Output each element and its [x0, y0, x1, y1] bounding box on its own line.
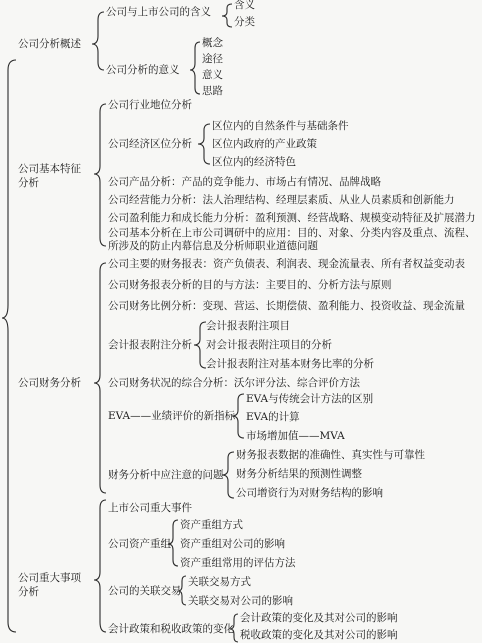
brace-overview: [92, 12, 104, 70]
brace-basic: [94, 104, 106, 246]
node-eva-item: EVA与传统会计方法的区别: [246, 393, 374, 405]
node-related-item: 关联交易对公司的影响: [188, 595, 293, 607]
node-industry: 公司行业地位分析: [108, 99, 192, 111]
node-finance: 公司财务分析: [18, 377, 81, 389]
node-policy: 会计政策和税收政策的变化: [108, 623, 234, 635]
node-region: 公司经济区位分析: [108, 138, 192, 150]
node-region-item: 区位内的经济特色: [212, 156, 296, 168]
node-significance-item: 意义: [202, 69, 223, 81]
brace-notes: [194, 322, 206, 368]
node-policy-item: 税收政策的变化及其对公司的影响: [240, 629, 398, 641]
node-region-item: 区位内的自然条件与基础条件: [212, 120, 349, 132]
node-notes: 会计报表附注分析: [108, 339, 192, 351]
node-meaning: 公司与上市公司的含义: [106, 6, 211, 18]
brace-region: [198, 124, 210, 164]
node-product: 公司产品分析：产品的竞争能力、市场占有情况、品牌战略: [108, 176, 381, 188]
node-notes-item: 对会计报表附注项目的分析: [206, 339, 332, 351]
node-restructure: 公司资产重组: [108, 538, 171, 550]
node-significance-item: 途径: [202, 53, 223, 65]
node-restructure-item: 资产重组对公司的影响: [180, 538, 285, 550]
node-statements: 公司主要的财务报表：资产负债表、利润表、现金流量表、所有者权益变动表: [108, 258, 465, 270]
node-policy-item: 会计政策的变化及其对公司的影响: [240, 612, 398, 624]
node-attention-item: 公司增资行为对财务结构的影响: [236, 487, 383, 499]
node-eva-item: EVA的计算: [246, 411, 300, 423]
brace-meaning: [222, 4, 232, 27]
node-restructure-item: 资产重组方式: [180, 519, 243, 531]
node-ratio: 公司财务比例分析：变现、营运、长期偿债、盈利能力、投资收益、现金流量: [108, 300, 465, 312]
node-related-item: 关联交易方式: [188, 576, 251, 588]
node-attention: 财务分析中应注意的问题: [108, 469, 224, 481]
node-eva-item: 市场增加值——MVA: [246, 430, 345, 442]
node-major: 上市公司重大事件: [108, 502, 192, 514]
brace-finance: [94, 263, 106, 493]
node-related: 公司的关联交易: [108, 585, 182, 597]
node-overview: 公司分析概述: [18, 38, 81, 50]
node-operation: 公司经营能力分析：法人治理结构、经理层素质、从业人员素质和创新能力: [108, 194, 455, 206]
node-restructure-item: 资产重组常用的评估方法: [180, 557, 296, 569]
node-basic-line2: 分析: [18, 177, 39, 189]
node-profit: 公司盈利能力和成长能力分析：盈利预测、经营战略、规模变动特征及扩展潜力: [108, 212, 476, 224]
node-basic-line1: 公司基本特征: [18, 163, 81, 175]
node-meaning-item: 分类: [234, 16, 255, 28]
brace-significance: [190, 42, 200, 94]
node-purpose: 公司财务报表分析的目的与方法：主要目的、分析方法与原则: [108, 279, 392, 291]
node-significance-item: 概念: [202, 37, 223, 49]
node-region-item: 区位内政府的产业政策: [212, 138, 317, 150]
node-meaning-item: 含义: [234, 0, 255, 11]
node-attention-item: 财务分析结果的预测性调整: [236, 468, 362, 480]
node-significance: 公司分析的意义: [106, 64, 180, 76]
node-notes-item: 会计报表附注项目: [206, 320, 290, 332]
node-comprehensive: 公司财务状况的综合分析：沃尔评分法、综合评价方法: [108, 377, 360, 389]
node-events-line2: 分析: [18, 586, 39, 598]
node-eva: EVA——业绩评价的新指标: [108, 410, 236, 422]
node-research-line1: 公司基本分析在上市公司调研中的应用：目的、对象、分类内容及重点、流程、: [108, 227, 476, 239]
brace-root: [2, 60, 16, 632]
node-attention-item: 财务报表数据的准确性、真实性与可靠性: [236, 449, 425, 461]
node-significance-item: 思路: [202, 85, 223, 97]
node-research-line2: 所涉及的防止内幕信息及分析师职业道德问题: [108, 240, 318, 252]
node-notes-item: 会计报表附注对基本财务比率的分析: [206, 358, 374, 370]
node-events-line1: 公司重大事项: [18, 572, 81, 584]
brace-events: [94, 500, 106, 632]
